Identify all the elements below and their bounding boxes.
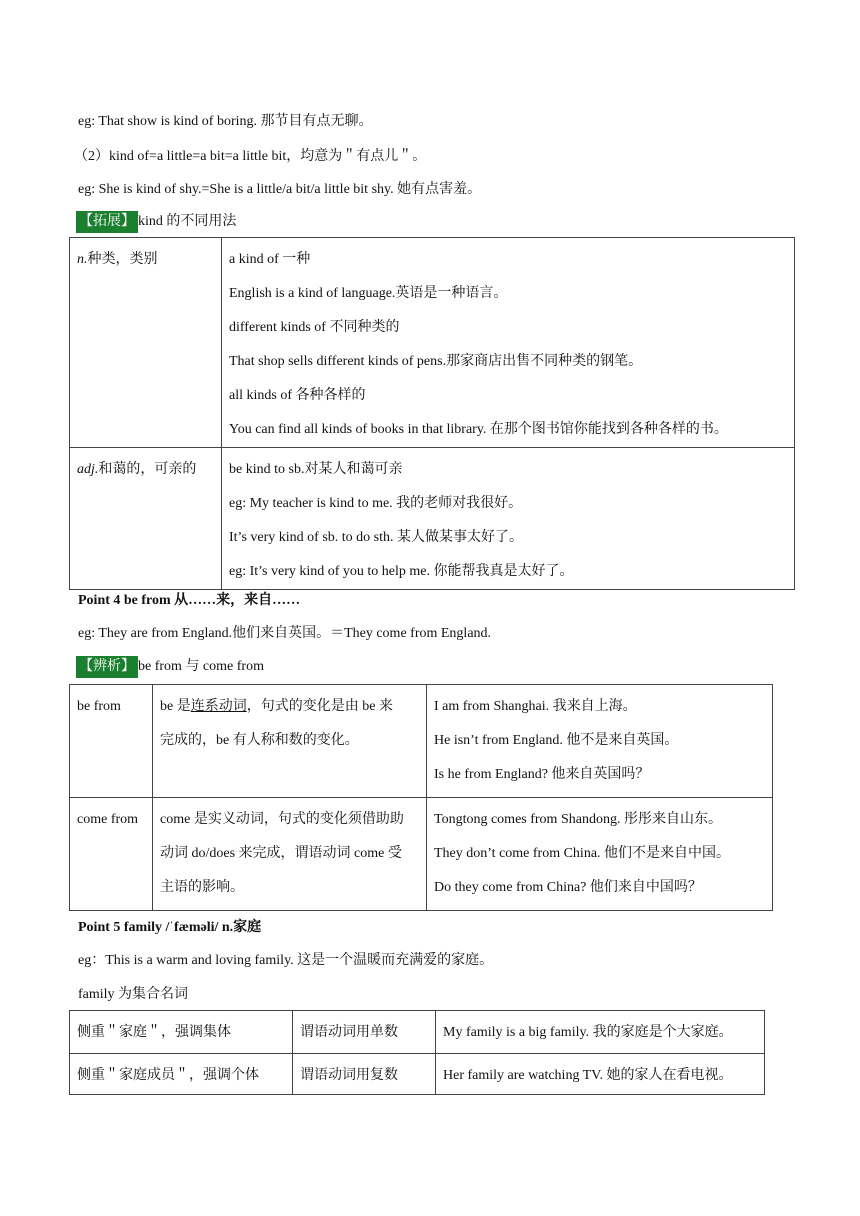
table-row — [70, 798, 773, 911]
point5-note: family 为集合名词 — [78, 987, 189, 1002]
table-row — [70, 685, 773, 798]
family-rule-singular: 谓语动词用单数 — [293, 1011, 436, 1054]
analysis-tag: 【辨析】 — [76, 656, 138, 678]
examples-be-from: I am from Shanghai. 我来自上海。 He isn’t from England. 他不是来自英国。 Is he from England? 他来自英国吗？ — [427, 685, 773, 798]
family-example-plural: Her family are watching TV. 她的家人在看电视。 — [436, 1054, 765, 1095]
kind-usage-table — [69, 237, 795, 590]
kind-noun-usages: a kind of 一种 English is a kind of language.英语是一种语言。 different kinds of 不同种类的 That shop sells different kinds of pens.那家商店出售不同种类的钢笔。 all kinds of 各种各样的 You can find all kinds of books in that library. 在那个图书馆你能找到各种各样的书。 — [222, 238, 795, 448]
kind-adj-meaning: adj.和蔼的，可亲的 — [70, 448, 222, 590]
kind-noun-meaning: n.种类，类别 — [70, 238, 222, 448]
analysis-heading — [76, 656, 264, 678]
table-row — [70, 238, 795, 448]
point5-example: eg：This is a warm and loving family. 这是一个温暖而充满爱的家庭。 — [78, 953, 494, 968]
desc-be-from: be 是连系动词，句式的变化是由 be 来 完成的，be 有人称和数的变化。 — [153, 685, 427, 798]
note-kind-of: （2）kind of=a little=a bit=a little bit，均意为＂有点儿＂。 — [74, 149, 427, 164]
kind-adj-usages: be kind to sb.对某人和蔼可亲 eg: My teacher is kind to me. 我的老师对我很好。 It’s very kind of sb. to do sth. 某人做某事太好了。 eg: It’s very kind of you to help me. 你能帮我真是太好了。 — [222, 448, 795, 590]
examples-come-from: Tongtong comes from Shandong. 彤彤来自山东。 They don’t come from China. 他们不是来自中国。 Do they come from China? 他们来自中国吗？ — [427, 798, 773, 911]
expand-tag: 【拓展】 — [76, 211, 138, 233]
be-from-come-from-table — [69, 684, 773, 911]
term-come-from: come from — [70, 798, 153, 911]
analysis-title: be from 与 come from — [138, 659, 264, 674]
example-sentence-1: eg: That show is kind of boring. 那节目有点无聊。 — [78, 114, 373, 129]
family-focus-collective: 侧重＂家庭＂，强调集体 — [70, 1011, 293, 1054]
table-row — [70, 448, 795, 590]
expand-heading — [76, 211, 236, 233]
family-usage-table — [69, 1010, 765, 1095]
desc-come-from: come 是实义动词，句式的变化须借助助 动词 do/does 来完成，谓语动词 come 受 主语的影响。 — [153, 798, 427, 911]
term-be-from: be from — [70, 685, 153, 798]
expand-title: kind 的不同用法 — [138, 214, 237, 229]
family-example-singular: My family is a big family. 我的家庭是个大家庭。 — [436, 1011, 765, 1054]
table-row — [70, 1011, 765, 1054]
table-row — [70, 1054, 765, 1095]
point5-title: Point 5 family /ˈfæməli/ n.家庭 — [78, 920, 262, 935]
family-focus-members: 侧重＂家庭成员＂，强调个体 — [70, 1054, 293, 1095]
point4-example: eg: They are from England.他们来自英国。＝They come from England. — [78, 626, 492, 641]
example-sentence-2: eg: She is kind of shy.=She is a little/a bit/a little bit shy. 她有点害羞。 — [78, 182, 482, 197]
point4-title: Point 4 be from 从……来，来自…… — [78, 593, 301, 608]
family-rule-plural: 谓语动词用复数 — [293, 1054, 436, 1095]
